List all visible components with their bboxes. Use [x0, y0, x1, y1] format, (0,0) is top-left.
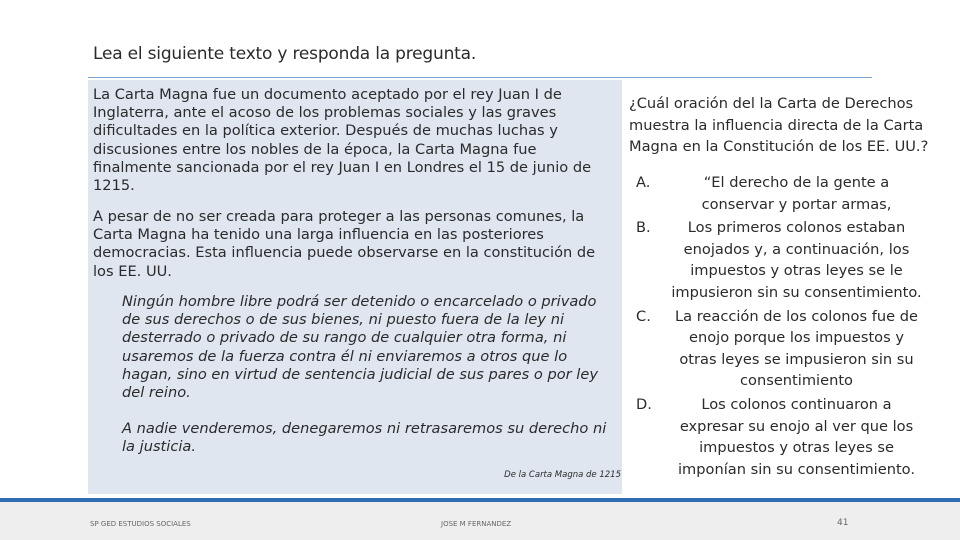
option-b-letter: B.: [636, 219, 651, 237]
option-c-text: La reacción de los colonos fue de enojo porque los impuestos y otras leyes se impusieron sin su consentimiento: [675, 307, 918, 390]
footer-course: SP GED ESTUDIOS SOCIALES: [90, 520, 191, 528]
option-d-text: Los colonos continuaron a expresar su enojo al ver que los impuestos y otras leyes se imponían sin su consentimiento.: [678, 395, 915, 478]
option-a[interactable]: [636, 172, 936, 215]
option-c[interactable]: [636, 306, 936, 392]
passage-paragraph-2: A pesar de no ser creada para proteger a las personas comunes, la Carta Magna ha tenido una larga influencia en las posteriores democracias. Esta influencia puede observarse en la constitución de los EE. UU.: [93, 208, 596, 280]
quote-source: De la Carta Magna de 1215: [504, 470, 621, 480]
answer-options: [636, 172, 936, 482]
question-text: ¿Cuál oración del la Carta de Derechos muestra la influencia directa de la Carta Magna en la Constitución de los EE. UU.?: [629, 95, 929, 155]
reading-passage: [88, 80, 622, 494]
option-a-letter: A.: [636, 174, 651, 191]
passage-quote-1: Ningún hombre libre podrá ser detenido o encarcelado o privado de sus derechos o de sus bienes, ni puesto fuera de la ley ni desterrado o privado de su rango de cualquier otra forma, ni usaremos de la fuerza contra él ni enviaremos a otros que lo hagan, sino en virtud de sentencia judicial de sus pares o por ley del reino.: [122, 293, 598, 402]
option-b[interactable]: [636, 217, 936, 303]
slide-footer: [0, 498, 960, 540]
option-c-letter: C.: [636, 307, 651, 325]
option-a-text: “El derecho de la gente a conservar y portar armas,: [701, 174, 892, 213]
passage-paragraph-1: La Carta Magna fue un documento aceptado por el rey Juan I de Inglaterra, ante el acoso de los problemas sociales y las graves dificultades en la política exterior. Después de muchas luchas y discusiones entre los nobles de la época, la Carta Magna fue finalmente sancionada por el rey Juan I en Londres el 15 de junio de 1215.: [93, 86, 592, 195]
passage-quote-2: A nadie venderemos, denegaremos ni retrasaremos su derecho ni la justicia.: [122, 420, 607, 456]
footer-author: JOSE M FERNANDEZ: [441, 520, 512, 528]
option-d-letter: D.: [636, 395, 652, 413]
page-number: 41: [837, 518, 849, 528]
slide-title: Lea el siguiente texto y responda la pregunta.: [93, 44, 477, 64]
title-divider: [88, 77, 872, 78]
option-d[interactable]: [636, 394, 936, 480]
option-b-text: Los primeros colonos estaban enojados y, a continuación, los impuestos y otras leyes se le impusieron sin su consentimiento.: [671, 219, 922, 301]
